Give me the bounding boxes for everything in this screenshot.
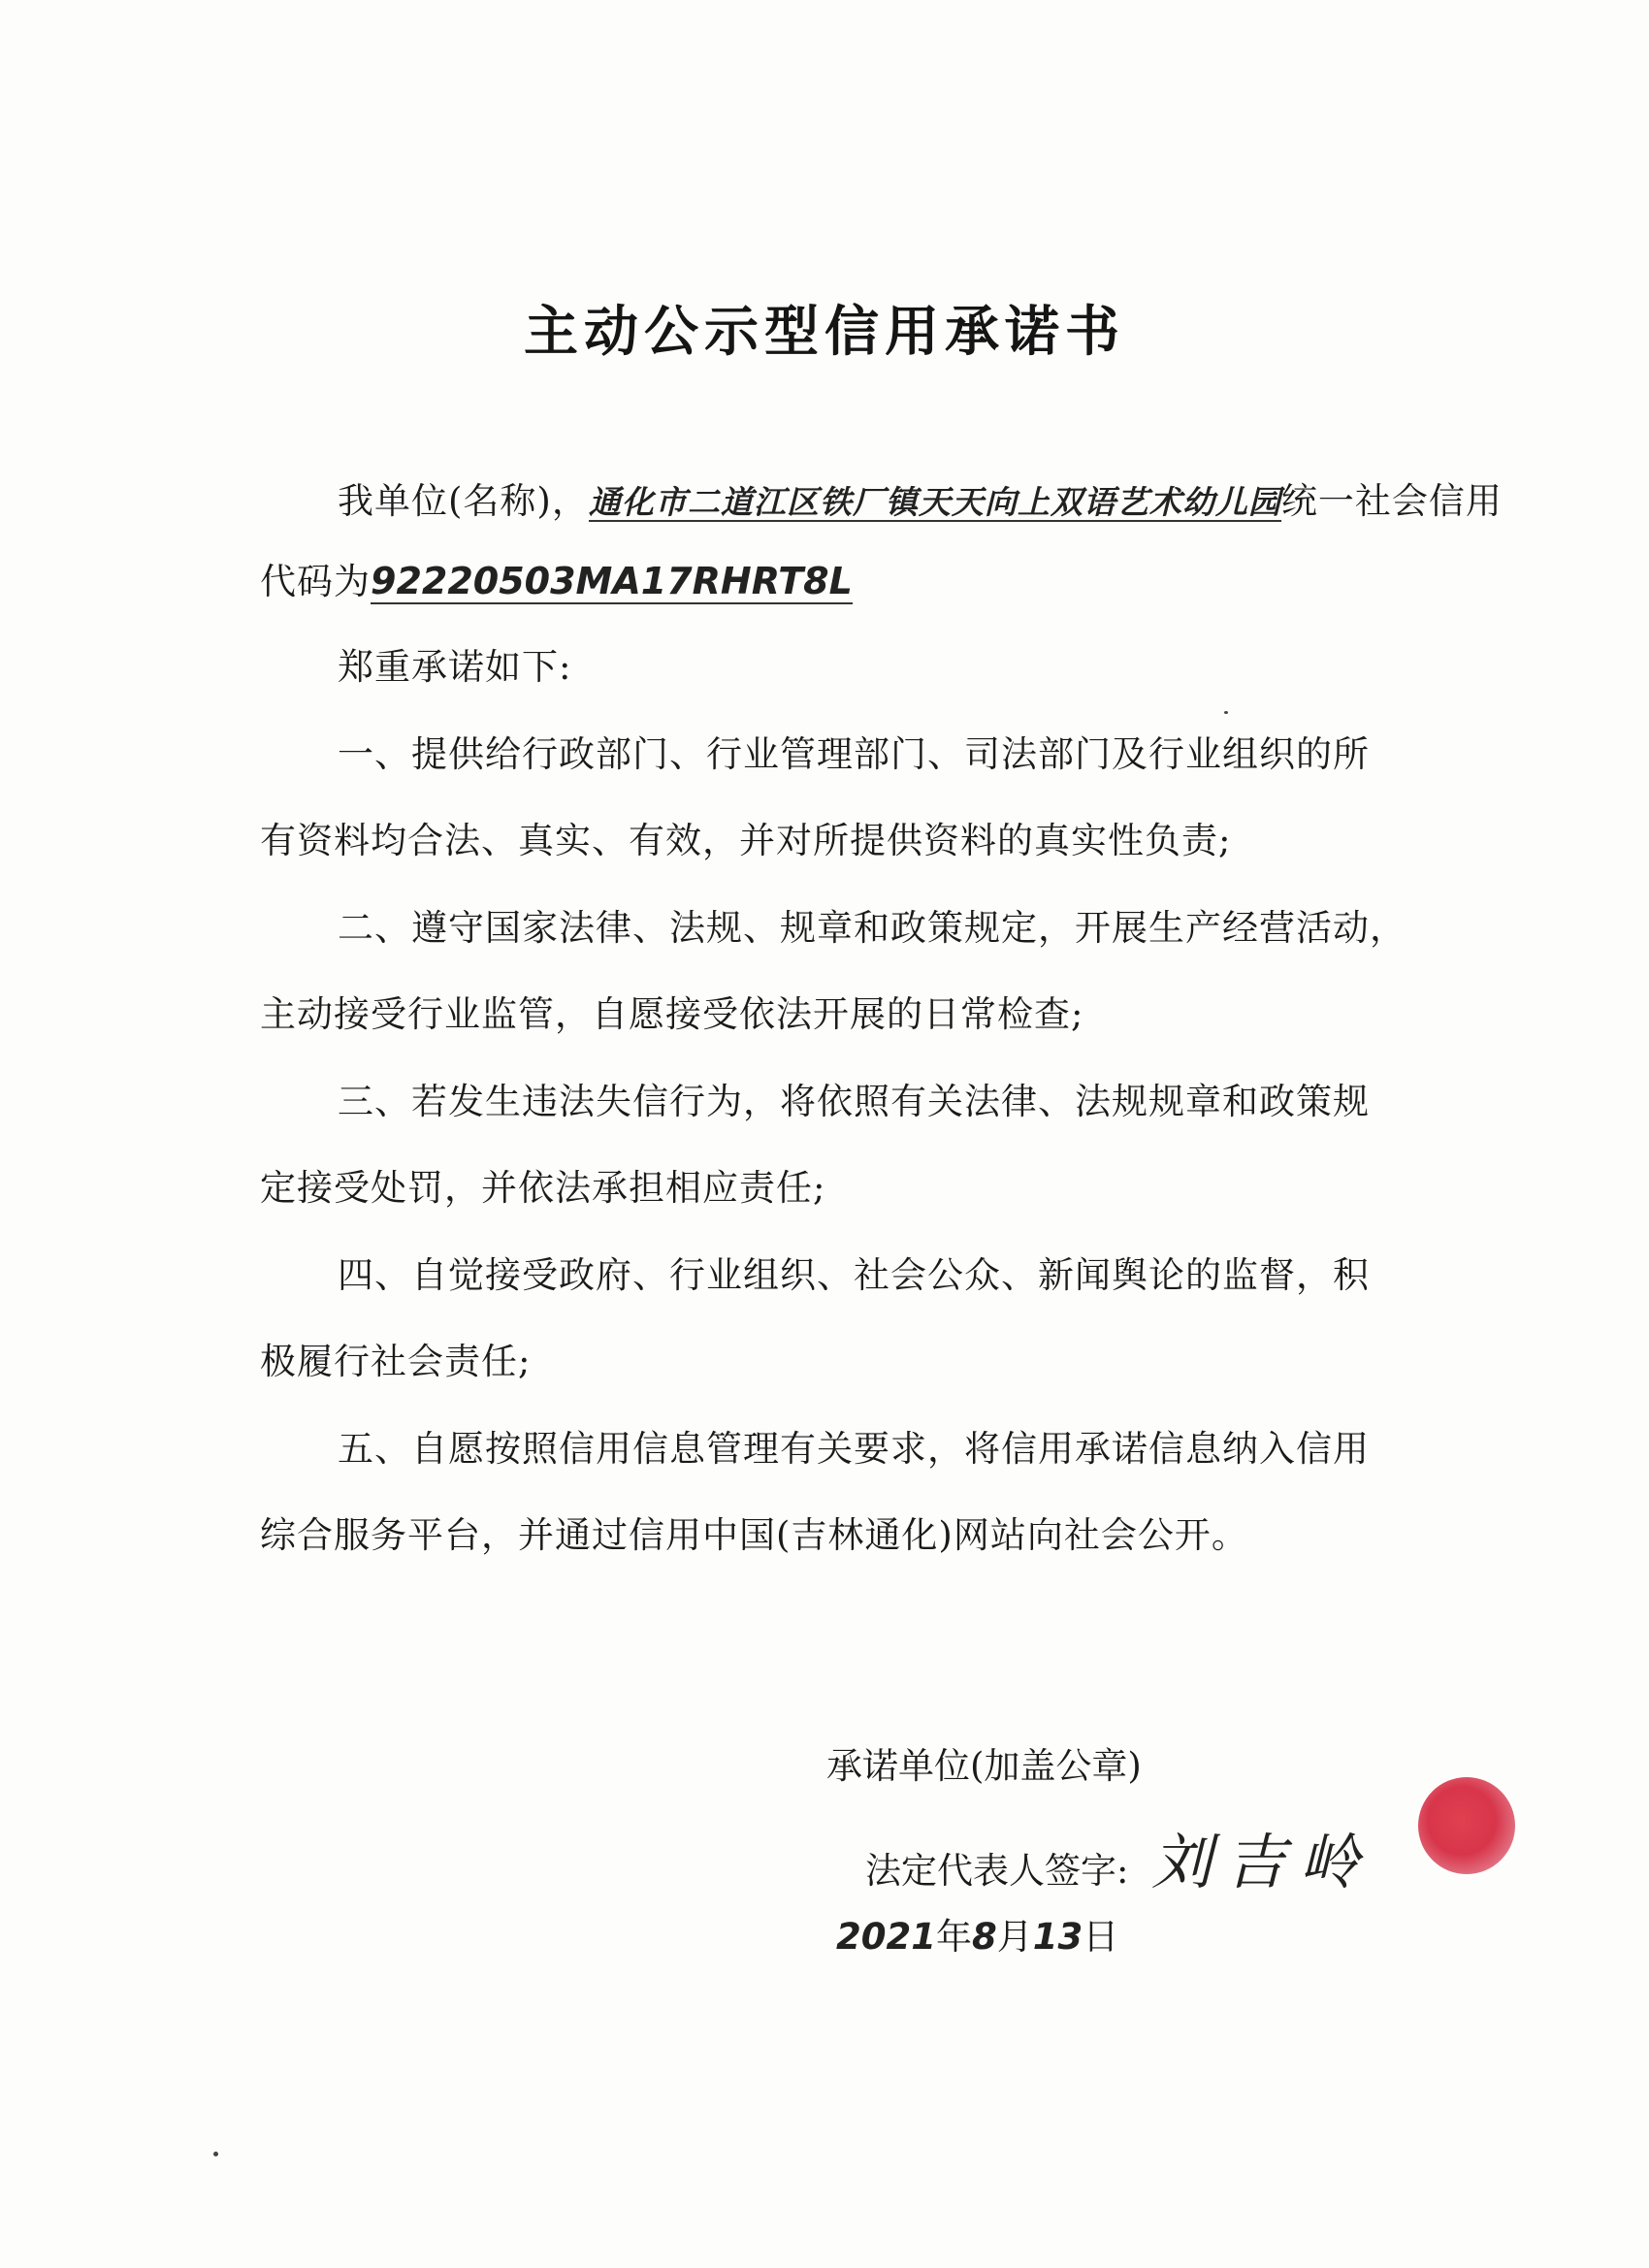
unit-name-handwritten: 通化市二道江区铁厂镇天天向上双语艺术幼儿园: [588, 483, 1281, 521]
signature-unit-label: 承诺单位(加盖公章): [826, 1745, 1142, 1787]
item-1-line-2: 有资料均合法、真实、有效，并对所提供资料的真实性负责;: [260, 820, 1232, 861]
rep-signature-handwritten: 刘吉岭: [1151, 1827, 1374, 1897]
intro-suffix: 统一社会信用: [1280, 480, 1503, 522]
date-day: 13: [1032, 1916, 1083, 1958]
item-2-line-2: 主动接受行业监管，自愿接受依法开展的日常检查;: [260, 993, 1084, 1035]
signature-rep-label: 法定代表人签字:: [865, 1850, 1129, 1892]
date-day-unit: 日: [1083, 1916, 1119, 1958]
document-title: 主动公示型信用承诺书: [524, 301, 1125, 364]
item-1-line-1: 一、提供给行政部门、行业管理部门、司法部门及行业组织的所: [338, 733, 1370, 775]
date-year-unit: 年: [935, 1916, 972, 1958]
date-month: 8: [971, 1916, 997, 1958]
intro-prefix: 我单位(名称)，: [338, 480, 589, 522]
item-3-line-1: 三、若发生违法失信行为，将依照有关法律、法规规章和政策规: [338, 1081, 1370, 1122]
intro-line-2: [260, 538, 853, 626]
signature-date: [836, 1907, 1118, 1960]
credit-code-handwritten: 92220503MA17RHRT8L: [371, 560, 853, 602]
date-month-unit: 月: [996, 1916, 1033, 1958]
red-seal-stamp: [1418, 1777, 1515, 1874]
scan-speck: [213, 2152, 218, 2156]
solemn-statement: 郑重承诺如下:: [338, 646, 572, 688]
item-2-line-1: 二、遵守国家法律、法规、规章和政策规定，开展生产经营活动，: [338, 907, 1406, 949]
document-body: [260, 0, 1503, 2268]
item-5-line-2: 综合服务平台，并通过信用中国(吉林通化)网站向社会公开。: [260, 1514, 1248, 1556]
code-prefix: 代码为: [260, 561, 371, 602]
intro-line-1: [338, 458, 1503, 545]
item-4-line-1: 四、自觉接受政府、行业组织、社会公众、新闻舆论的监督，积: [338, 1254, 1370, 1296]
item-5-line-1: 五、自愿按照信用信息管理有关要求，将信用承诺信息纳入信用: [338, 1428, 1370, 1470]
date-year: 2021: [836, 1916, 936, 1958]
item-3-line-2: 定接受处罚，并依法承担相应责任;: [260, 1167, 826, 1209]
scan-speck: [1224, 711, 1228, 714]
item-4-line-2: 极履行社会责任;: [260, 1341, 532, 1382]
signature-rep-row: [865, 1814, 1373, 1900]
